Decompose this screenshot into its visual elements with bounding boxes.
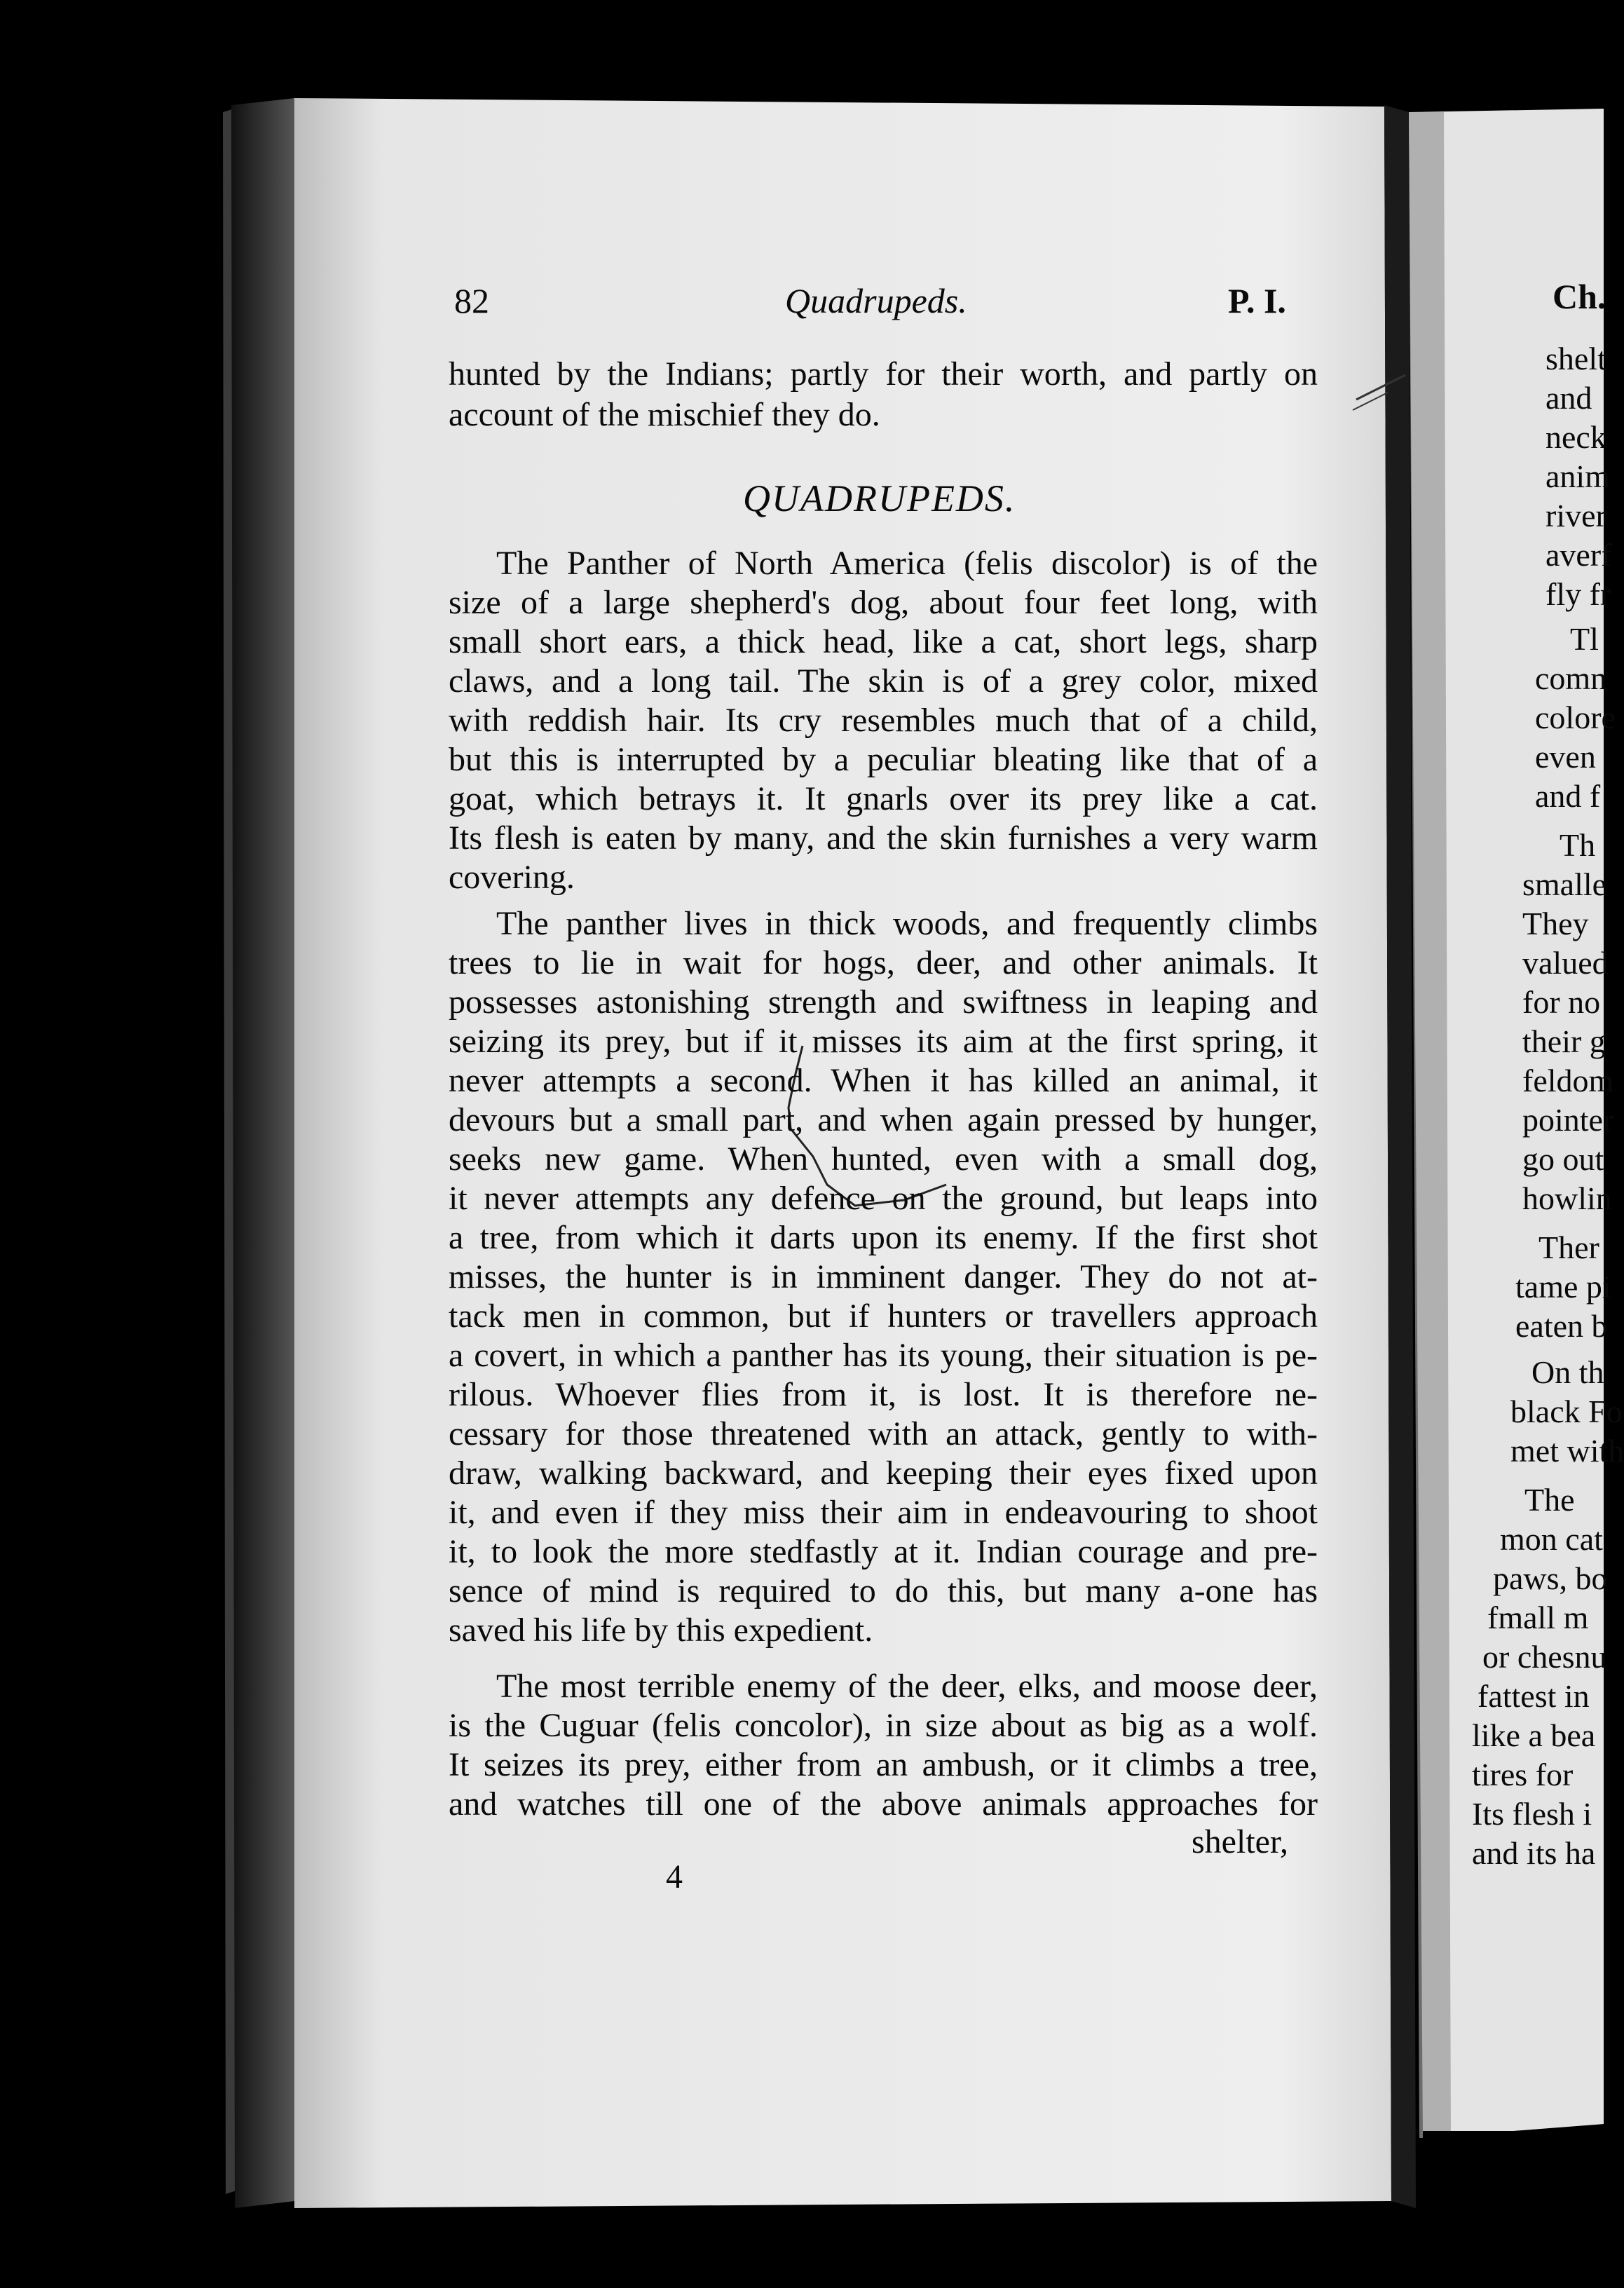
right-text-line: and f [1535, 778, 1601, 814]
right-text-line: like a bea [1472, 1717, 1596, 1753]
text-line: possesses astonishing strength and swiftness in leaping and [449, 983, 1318, 1021]
right-text-line: eaten b [1515, 1308, 1608, 1344]
right-text-line: howlin [1522, 1180, 1612, 1216]
right-text-line: pointer [1522, 1102, 1614, 1138]
right-text-line: Ther [1538, 1230, 1599, 1265]
right-text-line: feldom [1522, 1063, 1614, 1098]
catchword: shelter, [1192, 1823, 1289, 1860]
right-text-line: and its ha [1472, 1835, 1596, 1871]
section-title: QUADRUPEDS. [743, 477, 1016, 519]
text-line: a tree, from which it darts upon its enemy. If the first shot [449, 1219, 1318, 1256]
right-text-line: anim [1545, 458, 1610, 494]
text-line: covering. [449, 859, 575, 896]
text-line: goat, which betrays it. It gnarls over its prey like a cat. [449, 780, 1318, 817]
text-line: tack men in common, but if hunters or travellers approach [449, 1298, 1318, 1335]
text-line: seeks new game. When hunted, even with a small dog, [449, 1140, 1318, 1178]
text-line: and watches till one of the above animals approaches for [449, 1785, 1318, 1823]
right-text-line: river [1545, 498, 1606, 533]
right-text-line: The [1524, 1482, 1575, 1518]
right-text-line: valued [1522, 945, 1609, 981]
text-line: but this is interrupted by a peculiar bleating like that of a [449, 741, 1318, 778]
right-text-line: or chesnu [1482, 1639, 1607, 1675]
right-text-line: tame pi [1515, 1269, 1611, 1305]
right-text-line: Th [1560, 827, 1596, 863]
right-text-line: smalle [1522, 866, 1607, 902]
text-line: it, to look the more stedfastly at it. Indian courage and pre- [449, 1533, 1318, 1570]
text-line: cessary for those threatened with an attack, gently to with- [449, 1415, 1318, 1452]
right-text-line: tires for [1472, 1757, 1574, 1792]
text-line: devours but a small part, and when again pressed by hunger, [449, 1101, 1318, 1138]
right-text-line: fmall m [1487, 1600, 1589, 1635]
right-text-line: and [1545, 380, 1592, 416]
text-line: The most terrible enemy of the deer, elks, and moose deer, [496, 1668, 1318, 1705]
right-running-head: Ch. [1553, 277, 1606, 316]
right-text-line: fly fr [1545, 576, 1611, 612]
text-line: It seizes its prey, either from an ambush, or it climbs a tree, [449, 1746, 1318, 1783]
right-text-line: for no [1522, 984, 1601, 1020]
text-line: it, and even if they miss their aim in endeavouring to shoot [449, 1494, 1318, 1531]
right-text-line: even [1535, 739, 1596, 775]
running-title: Quadrupeds. [785, 281, 967, 320]
text-line: saved his life by this expedient. [449, 1612, 873, 1649]
text-line: misses, the hunter is in imminent danger. They do not at- [449, 1258, 1318, 1295]
right-text-line: averf [1545, 537, 1612, 573]
right-text-line: their g [1522, 1023, 1606, 1059]
text-line: draw, walking backward, and keeping their eyes fixed upon [449, 1455, 1318, 1492]
text-line: size of a large shepherd's dog, about four feet long, with [449, 584, 1318, 621]
right-text-line: fattest in [1478, 1678, 1590, 1714]
right-text-line: mon cat [1500, 1521, 1603, 1557]
text-line: sence of mind is required to do this, but many a-one has [449, 1572, 1318, 1609]
text-line: Its flesh is eaten by many, and the skin furnishes a very warm [449, 819, 1318, 857]
right-text-line: black Fo [1510, 1394, 1623, 1429]
text-line: seizing its prey, but if it misses its aim at the first spring, it [449, 1023, 1318, 1060]
right-text-line: neck [1545, 419, 1606, 455]
text-line: account of the mischief they do. [449, 396, 880, 433]
folio-number: 4 [666, 1858, 683, 1895]
right-text-line: met with [1510, 1433, 1624, 1469]
text-line: hunted by the Indians; partly for their worth, and partly on [449, 355, 1318, 393]
right-text-line: Tl [1570, 621, 1599, 657]
text-line: The panther lives in thick woods, and frequently climbs [496, 905, 1318, 942]
right-text-line: comn [1535, 660, 1607, 696]
right-text-line: Its flesh i [1472, 1796, 1592, 1832]
right-text-line: go out [1522, 1141, 1604, 1177]
text-line: The Panther of North America (felis discolor) is of the [496, 545, 1318, 582]
page-number: 82 [454, 281, 489, 320]
text-line: a covert, in which a panther has its young, their situation is pe- [449, 1337, 1318, 1374]
text-line: it never attempts any defence on the ground, but leaps into [449, 1180, 1318, 1217]
right-text-line: They [1522, 906, 1589, 941]
text-line: is the Cuguar (felis concolor), in size about as big as a wolf. [449, 1707, 1318, 1744]
text-line: trees to lie in wait for hogs, deer, and other animals. It [449, 944, 1318, 981]
right-text-line: colore [1535, 700, 1616, 735]
right-text-line: On th [1531, 1354, 1604, 1390]
text-line: never attempts a second. When it has killed an animal, it [449, 1062, 1318, 1099]
right-text-line: paws, bo [1493, 1560, 1608, 1596]
text-line: rilous. Whoever flies from it, is lost. It is therefore ne- [449, 1376, 1318, 1413]
text-line: with reddish hair. Its cry resembles much that of a child, [449, 702, 1318, 739]
text-line: claws, and a long tail. The skin is of a grey color, mixed [449, 662, 1318, 700]
text-line: small short ears, a thick head, like a cat, short legs, sharp [449, 623, 1318, 660]
page-signature: P. I. [1228, 281, 1286, 320]
right-text-line: shelt [1545, 341, 1606, 376]
